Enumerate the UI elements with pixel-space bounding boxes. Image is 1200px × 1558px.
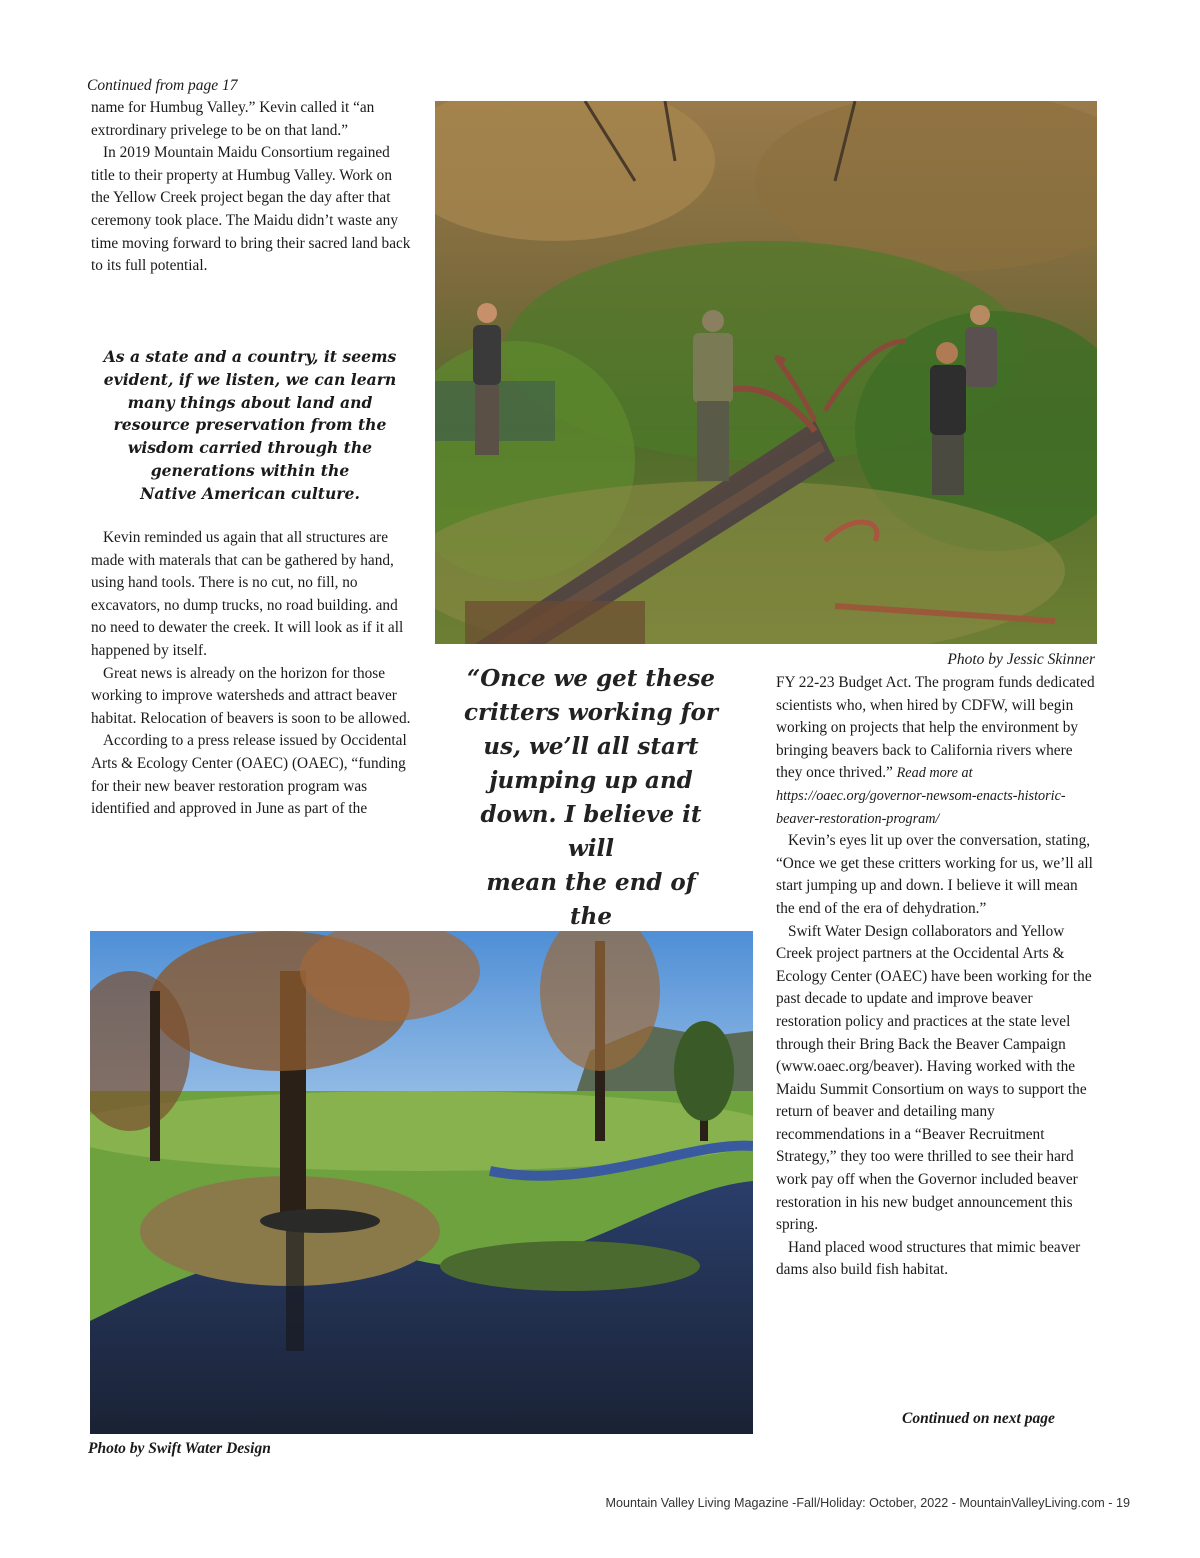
continued-from-note: Continued from page 17 <box>87 77 238 94</box>
featured-quote-line: mean the end of the <box>486 869 696 930</box>
creek-pines-image <box>90 931 753 1434</box>
right-paragraph-1 <box>776 672 1098 830</box>
left-paragraph-5: According to a press release issued by Occidental Arts & Ecology Center (OAEC) (OAEC), “funding for their new beaver restoration program was identified and approved in June as part of the <box>91 732 407 818</box>
right-paragraph-2: Kevin’s eyes lit up over the conversation, stating, “Once we get these critters working for us, we’ll all start jumping up and down. I believe it will mean the end of the era of dehydration.” <box>776 832 1093 917</box>
pull-quote-line: generations within the <box>150 460 350 480</box>
left-paragraph-1: name for Humbug Valley.” Kevin called it “an extrordinary privelege to be on that land.” <box>91 99 375 139</box>
page-footer: Mountain Valley Living Magazine -Fall/Holiday: October, 2022 - MountainValleyLiving.com - 19 <box>605 1496 1130 1510</box>
workers-creek-image <box>435 101 1097 644</box>
featured-quote-line: us, we’ll all start <box>483 733 699 760</box>
pull-quote-line: wisdom carried through the <box>127 438 373 458</box>
right-paragraph-1-text: FY 22-23 Budget Act. The program funds dedicated scientists who, when hired by CDFW, will begin working on projects that help the environment by bringing beavers back to California rivers where they once thrived.” <box>776 674 1095 782</box>
pull-quote-line: Native American culture. <box>140 483 360 503</box>
photo-caption-bottom: Photo by Swift Water Design <box>88 1440 271 1457</box>
right-paragraph-4: Hand placed wood structures that mimic beaver dams also build fish habitat. <box>776 1238 1081 1279</box>
photo-workers-creek <box>435 101 1097 644</box>
left-paragraph-2: In 2019 Mountain Maidu Consortium regained title to their property at Humbug Valley. Work on the Yellow Creek project began the day after that ceremony took place. The Maidu didn’t waste any time moving forward to bring their sacred land back to its full potential. <box>91 144 411 275</box>
featured-quote-line: “Once we get these <box>467 665 715 692</box>
right-column <box>776 672 1098 1282</box>
featured-quote-line: critters working for <box>464 699 718 726</box>
left-paragraph-3: Kevin reminded us again that all structures are made with materals that can be gathered by hand, using hand tools. There is no cut, no fill, no excavators, no dump trucks, no road building. and no need to dewater the creek. It will look as if it all happened by itself. <box>91 529 404 659</box>
continued-next-note: Continued on next page <box>902 1410 1055 1427</box>
worker-figure <box>473 303 501 455</box>
photo-creek-pines <box>90 931 753 1434</box>
photo-caption-top: Photo by Jessic Skinner <box>947 651 1095 668</box>
pull-quote <box>92 346 408 506</box>
left-column-lower <box>91 527 411 821</box>
oaec-link[interactable]: Read more at https://oaec.org/governor-newsom-enacts-historic-beaver-restoration-program/ <box>776 765 1066 827</box>
featured-quote-line: jumping up and <box>489 767 693 794</box>
left-column <box>91 97 411 278</box>
left-paragraph-4: Great news is already on the horizon for those working to improve watersheds and attract beaver habitat. Relocation of beavers is soon to be allowed. <box>91 664 411 727</box>
pull-quote-line: evident, if we listen, we can learn <box>103 369 397 389</box>
pull-quote-line: resource preservation from the <box>113 415 387 435</box>
pull-quote-line: As a state and a country, it seems <box>103 347 397 366</box>
pull-quote-line: many things about land and <box>127 392 373 412</box>
featured-quote-line: down. I believe it will <box>480 801 702 862</box>
worker-figure <box>693 310 733 481</box>
right-paragraph-3: Swift Water Design collaborators and Yellow Creek project partners at the Occidental Arts & Ecology Center (OAEC) have been working for the past decade to update and improve beaver restoration policy and practices at the state level through their Bring Back the Beaver Campaign (www.oaec.org/beaver). Having worked with the Maidu Summit Consortium on ways to support the return of beaver and detailing many recommendations in a “Beaver Recruitment Strategy,” they too were thrilled to see their hard work pay off when the Governor included beaver restoration in his new budget announcement this spring. <box>776 922 1092 1234</box>
